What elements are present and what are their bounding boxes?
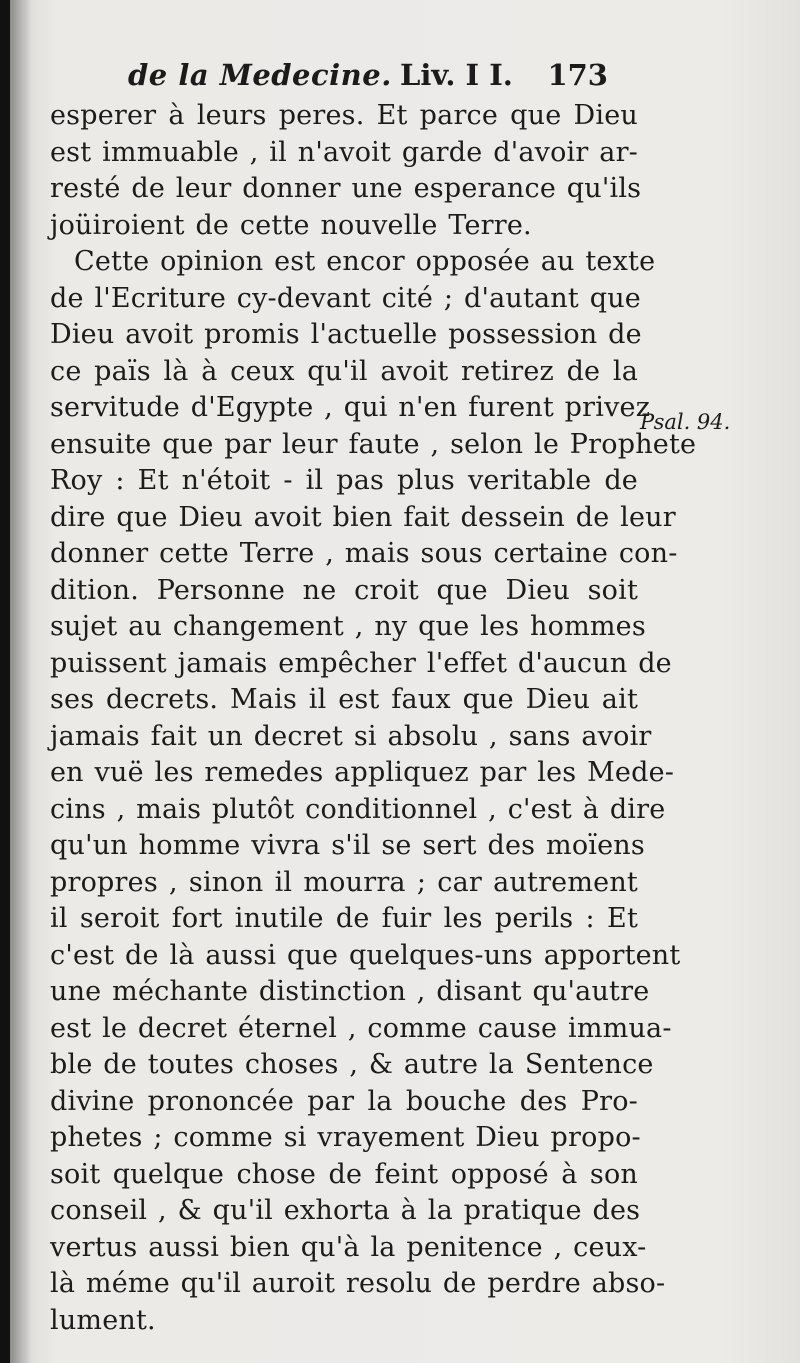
text-line: donner cette Terre , mais sous certaine con- [50, 538, 678, 569]
text-line: en vuë les remedes appliquez par les Mede- [50, 757, 675, 788]
gutter-shadow [10, 0, 32, 1363]
text-line: lument. [50, 1304, 156, 1336]
text-line: joüiroient de cette nouvelle Terre. [50, 209, 532, 241]
text-line: est le decret éternel , comme cause immua- [50, 1012, 672, 1044]
text-line: puissent jamais empêcher l'effet d'aucun de [50, 647, 672, 679]
text-line: là méme qu'il auroit resolu de perdre abso- [50, 1268, 666, 1299]
margin-note: Psal. 94. [640, 410, 731, 434]
text-line: dire que Dieu avoit bien fait dessein de leur [50, 501, 676, 533]
text-line: de l'Ecriture cy-devant cité ; d'autant que [50, 282, 641, 314]
text-line: il seroit fort inutile de fuir les perils : Et [50, 903, 638, 934]
text-line: est immuable , il n'avoit garde d'avoir ar- [50, 136, 638, 168]
text-line: une méchante distinction , disant qu'autre [50, 976, 650, 1007]
text-line: ble de toutes choses , & autre la Sentence [50, 1049, 654, 1080]
book-reference: Liv. I I. [400, 58, 513, 92]
text-line: ensuite que par leur faute , selon le Prophete [50, 428, 697, 460]
text-line: cins , mais plutôt conditionnel , c'est à dire [50, 793, 666, 825]
book-page [10, 0, 800, 1363]
text-line: phetes ; comme si vrayement Dieu propo- [50, 1122, 641, 1153]
text-line: esperer à leurs peres. Et parce que Dieu [50, 100, 638, 131]
text-line: Roy : Et n'étoit - il pas plus veritable de [50, 465, 638, 496]
text-line: ses decrets. Mais il est faux que Dieu ait [50, 684, 638, 715]
text-line: Dieu avoit promis l'actuelle possession de [50, 319, 642, 350]
text-line: conseil , & qu'il exhorta à la pratique des [50, 1195, 641, 1226]
text-line: jamais fait un decret si absolu , sans avoir [50, 720, 652, 752]
text-line: dition. Personne ne croit que Dieu soit [50, 574, 638, 606]
text-line: divine prononcée par la bouche des Pro- [50, 1085, 638, 1117]
text-line: qu'un homme vivra s'il se sert des moïens [50, 830, 645, 861]
text-line: sujet au changement , ny que les hommes [50, 611, 646, 642]
page-number: 173 [547, 58, 608, 92]
text-line: ce païs là à ceux qu'il avoit retirez de la [50, 355, 638, 387]
text-line: servitude d'Egypte , qui n'en furent privez [50, 392, 651, 423]
page-header [128, 58, 608, 98]
text-line: c'est de là aussi que quelques-uns apportent [50, 939, 681, 971]
text-line: vertus aussi bien qu'à la penitence , ceux- [50, 1231, 647, 1263]
text-line: propres , sinon il mourra ; car autrement [50, 866, 638, 898]
text-line: soit quelque chose de feint opposé à son [50, 1158, 638, 1190]
text-line: Cette opinion est encor opposée au texte [74, 246, 656, 277]
text-line: resté de leur donner une esperance qu'ils [50, 173, 642, 204]
running-title: de la Medecine. [128, 58, 392, 92]
